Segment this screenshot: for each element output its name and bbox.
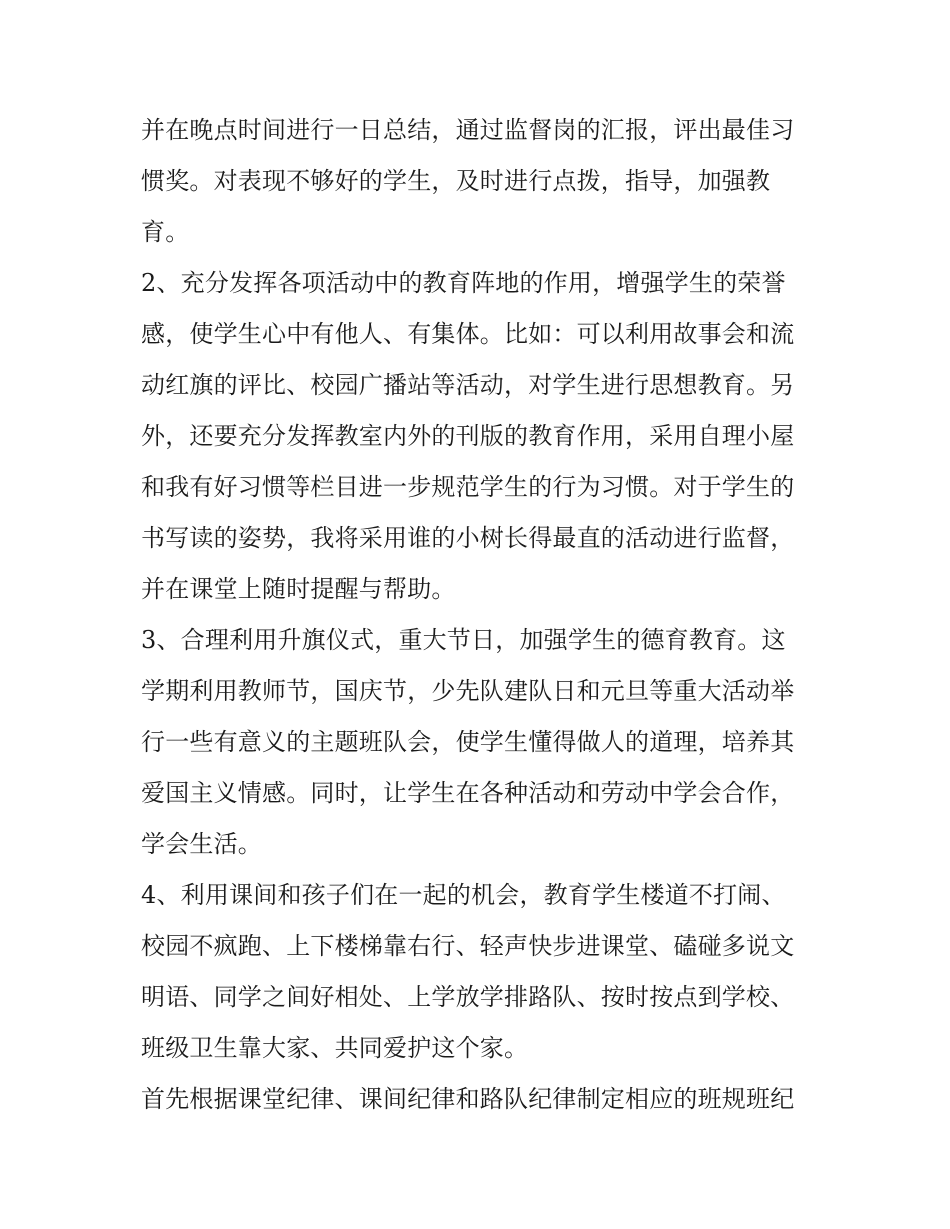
- text-line: 感，使学生心中有他人、有集体。比如：可以利用故事会和流: [141, 320, 795, 348]
- text-line: 惯奖。对表现不够好的学生，及时进行点拨，指导，加强教: [141, 167, 771, 195]
- document-body: [141, 105, 821, 1125]
- text-line: 4、利用课间和孩子们在一起的机会，教育学生楼道不打闹、: [141, 881, 786, 909]
- text-line: 并在晚点时间进行一日总结，通过监督岗的汇报，评出最佳习: [141, 116, 795, 144]
- text-line: 班级卫生靠大家、共同爱护这个家。: [141, 1034, 529, 1062]
- text-line: 外，还要充分发挥教室内外的刊版的教育作用，采用自理小屋: [141, 422, 795, 450]
- text-line: 首先根据课堂纪律、课间纪律和路队纪律制定相应的班规班纪: [141, 1085, 795, 1113]
- text-line: 行一些有意义的主题班队会，使学生懂得做人的道理，培养其: [141, 728, 795, 756]
- text-line: 2、充分发挥各项活动中的教育阵地的作用，增强学生的荣誉: [141, 269, 786, 297]
- text-line: 和我有好习惯等栏目进一步规范学生的行为习惯。对于学生的: [141, 473, 795, 501]
- text-line: 并在课堂上随时提醒与帮助。: [141, 575, 456, 603]
- text-line: 3、合理利用升旗仪式，重大节日，加强学生的德育教育。这: [141, 626, 786, 654]
- text-line: 动红旗的评比、校园广播站等活动，对学生进行思想教育。另: [141, 371, 795, 399]
- text-line: 学期利用教师节，国庆节，少先队建队日和元旦等重大活动举: [141, 677, 795, 705]
- text-line: 学会生活。: [141, 830, 262, 858]
- text-line: 爱国主义情感。同时，让学生在各种活动和劳动中学会合作，: [141, 779, 795, 807]
- text-line: 书写读的姿势，我将采用谁的小树长得最直的活动进行监督，: [141, 524, 795, 552]
- text-line: 校园不疯跑、上下楼梯靠右行、轻声快步进课堂、磕碰多说文: [141, 932, 795, 960]
- text-line: 育。: [141, 218, 190, 246]
- text-line: 明语、同学之间好相处、上学放学排路队、按时按点到学校、: [141, 983, 795, 1011]
